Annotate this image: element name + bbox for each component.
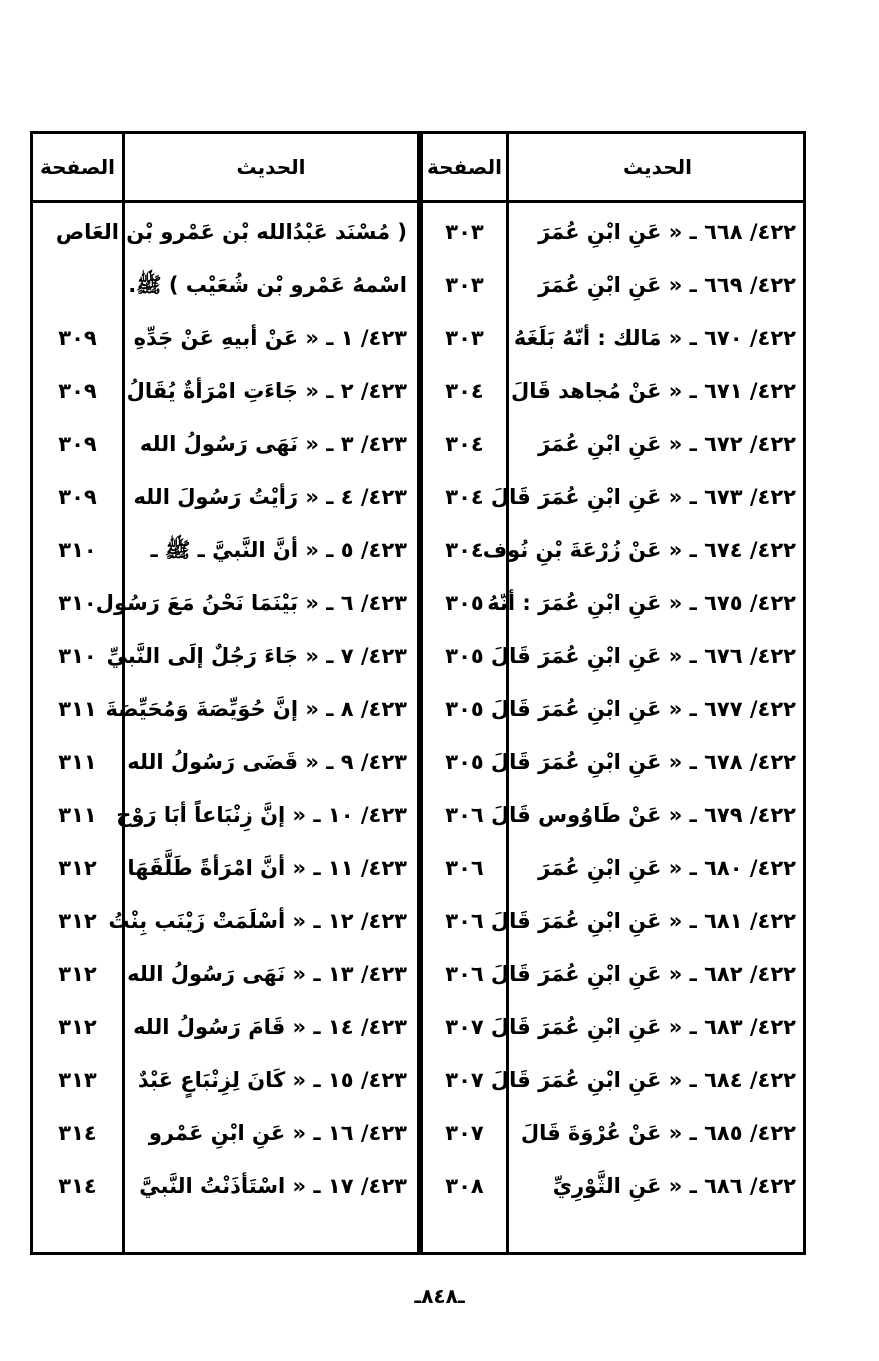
right-hadith-cell: ٤٢٢/ ٦٧٥ ـ « عَنِ ابْنِ عُمَرَ : أنّهُ — [487, 591, 796, 615]
right-page-cell: ٣٠٦ — [445, 962, 484, 986]
left-page-cell: ٣١٢ — [58, 856, 97, 880]
table-row — [33, 895, 803, 948]
right-hadith-cell: ٤٢٢/ ٦٧٦ ـ « عَنِ ابْنِ عُمَرَ قَالَ — [490, 644, 796, 668]
left-hadith-cell: ٤٢٣/ ١١ ـ « أنَّ امْرَأةً طَلَّقَهَا — [127, 856, 407, 880]
header-right-hadith: الحديث — [622, 155, 692, 179]
left-hadith-cell: ٤٢٣/ ١٤ ـ « قَامَ رَسُولُ الله — [133, 1015, 407, 1039]
right-page-cell: ٣٠٦ — [445, 803, 484, 827]
right-hadith-cell: ٤٢٢/ ٦٧١ ـ « عَنْ مُجاهد قَالَ — [510, 379, 796, 403]
table-row — [33, 683, 803, 736]
left-page-cell — [33, 206, 122, 259]
left-page-cell: ٣١٢ — [58, 909, 97, 933]
header-left-hadith: الحديث — [236, 155, 306, 179]
right-page-cell: ٣٠٣ — [445, 326, 484, 350]
left-hadith-cell: ٤٢٣/ ١٦ ـ « عَنِ ابْنِ عَمْرو — [148, 1121, 407, 1145]
right-page-cell: ٣٠٦ — [445, 856, 484, 880]
header-divider — [33, 200, 803, 203]
left-hadith-cell: ٤٢٣/ ٩ ـ « قَضَى رَسُولُ الله — [127, 750, 407, 774]
right-hadith-cell: ٤٢٢/ ٦٧٢ ـ « عَنِ ابْنِ عُمَرَ — [538, 432, 796, 456]
left-page-cell: ٣١١ — [58, 750, 97, 774]
right-hadith-cell: ٤٢٢/ ٦٧٧ ـ « عَنِ ابْنِ عُمَرَ قَالَ — [490, 697, 796, 721]
right-hadith-cell: ٤٢٢/ ٦٧٠ ـ « مَالك : أنّهُ بَلَغَهُ — [513, 326, 796, 350]
left-page-cell: ٣١١ — [58, 697, 97, 721]
right-page-cell: ٣٠٥ — [445, 697, 484, 721]
left-hadith-cell: ( مُسْنَد عَبْدُالله بْن عَمْرو بْن العَاص — [55, 220, 407, 244]
header-left-page: الصفحة — [39, 155, 115, 179]
left-hadith-cell: ٤٢٣/ ٤ ـ « رَأيْتُ رَسُولَ الله — [133, 485, 407, 509]
left-hadith-cell: ٤٢٣/ ٣ ـ « نَهَى رَسُولُ الله — [139, 432, 407, 456]
table-row — [33, 1160, 803, 1213]
right-page-cell: ٣٠٧ — [445, 1068, 484, 1092]
table-row — [33, 1107, 803, 1160]
right-page-cell: ٣٠٨ — [445, 1174, 484, 1198]
table-row — [33, 259, 803, 312]
left-hadith-cell: ٤٢٣/ ٢ ـ « جَاءَتِ امْرَأةٌ يُقَالُ — [126, 379, 407, 403]
right-page-cell: ٣٠٧ — [445, 1121, 484, 1145]
right-hadith-cell: ٤٢٢/ ٦٨٠ ـ « عَنِ ابْنِ عُمَرَ — [538, 856, 796, 880]
right-hadith-cell: ٤٢٢/ ٦٨١ ـ « عَنِ ابْنِ عُمَرَ قَالَ — [490, 909, 796, 933]
left-hadith-cell: ٤٢٣/ ٥ ـ « أنَّ النَّبيَّ ـ ﷺ ـ — [150, 538, 407, 562]
right-page-cell: ٣٠٥ — [445, 591, 484, 615]
table-row — [33, 418, 803, 471]
right-hadith-cell: ٤٢٢/ ٦٨٣ ـ « عَنِ ابْنِ عُمَرَ قَالَ — [490, 1015, 796, 1039]
right-page-cell: ٣٠٤ — [445, 485, 484, 509]
left-hadith-cell: ٤٢٣/ ١٢ ـ « أسْلَمَتْ زَيْنَب بِنْتُ — [108, 909, 407, 933]
left-page-cell: ٣١٠ — [58, 538, 97, 562]
left-page-cell: ٣١١ — [58, 803, 97, 827]
right-hadith-cell: ٤٢٢/ ٦٨٦ ـ « عَنِ الثَّوْرِيِّ — [552, 1174, 796, 1198]
right-page-cell: ٣٠٦ — [445, 909, 484, 933]
table-row — [33, 789, 803, 842]
left-hadith-cell: ٤٢٣/ ٧ ـ « جَاءَ رَجُلٌ إلَى النَّبيِّ — [106, 644, 407, 668]
left-hadith-cell: ٤٢٣/ ١٠ ـ « إنَّ زِنْبَاعاً أبَا رَوْح — [116, 803, 407, 827]
right-hadith-cell: ٤٢٢/ ٦٧٩ ـ « عَنْ طَاوُوس قَالَ — [490, 803, 796, 827]
right-hadith-cell: ٤٢٢/ ٦٧٣ ـ « عَنِ ابْنِ عُمَرَ قَالَ — [490, 485, 796, 509]
right-hadith-cell: ٤٢٢/ ٦٨٥ ـ « عَنْ عُرْوَةَ قَالَ — [520, 1121, 796, 1145]
table-row — [33, 365, 803, 418]
table-row — [33, 1054, 803, 1107]
right-hadith-cell: ٤٢٢/ ٦٧٨ ـ « عَنِ ابْنِ عُمَرَ قَالَ — [490, 750, 796, 774]
left-page-cell — [33, 259, 122, 312]
left-page-cell: ٣١٤ — [58, 1121, 97, 1145]
left-page-cell: ٣١٣ — [58, 1068, 97, 1092]
table-row — [33, 524, 803, 577]
left-hadith-cell: ٤٢٣/ ١٧ ـ « اسْتَأذَنْتُ النَّبيَّ — [139, 1174, 407, 1198]
right-hadith-cell: ٤٢٢/ ٦٨٢ ـ « عَنِ ابْنِ عُمَرَ قَالَ — [490, 962, 796, 986]
right-page-cell: ٣٠٣ — [445, 273, 484, 297]
table-row — [33, 736, 803, 789]
left-page-cell: ٣١٤ — [58, 1174, 97, 1198]
left-page-cell: ٣١٠ — [58, 644, 97, 668]
left-hadith-cell: ٤٢٣/ ٨ ـ « إنَّ حُوَيِّصَةَ وَمُحَيِّصَةَ — [105, 697, 407, 721]
right-page-cell: ٣٠٤ — [445, 432, 484, 456]
right-hadith-cell: ٤٢٢/ ٦٨٤ ـ « عَنِ ابْنِ عُمَرَ قَالَ — [490, 1068, 796, 1092]
left-page-cell: ٣٠٩ — [58, 432, 97, 456]
table-row — [33, 842, 803, 895]
index-table — [30, 131, 806, 1255]
table-row — [33, 312, 803, 365]
left-page-cell: ٣٠٩ — [58, 379, 97, 403]
left-hadith-cell: ٤٢٣/ ١ ـ « عَنْ أبيهِ عَنْ جَدِّهِ — [133, 326, 407, 350]
right-page-cell: ٣٠٤ — [445, 379, 484, 403]
table-row — [33, 630, 803, 683]
left-page-cell: ٣١٢ — [58, 1015, 97, 1039]
table-row — [33, 948, 803, 1001]
right-hadith-cell: ٤٢٢/ ٦٦٩ ـ « عَنِ ابْنِ عُمَرَ — [538, 273, 796, 297]
table-row — [33, 471, 803, 524]
table-row — [33, 1001, 803, 1054]
right-page-cell: ٣٠٤ — [445, 538, 484, 562]
left-hadith-cell: ٤٢٣/ ١٥ ـ « كَانَ لِزِنْبَاعٍ عَبْدٌ — [137, 1068, 407, 1092]
right-hadith-cell: ٤٢٢/ ٦٦٨ ـ « عَنِ ابْنِ عُمَرَ — [538, 220, 796, 244]
left-hadith-cell: ٤٢٣/ ١٣ ـ « نَهَى رَسُولُ الله — [127, 962, 407, 986]
left-page-cell: ٣١٢ — [58, 962, 97, 986]
left-hadith-cell: ٤٢٣/ ٦ ـ « بَيْنَمَا نَحْنُ مَعَ رَسُول — [95, 591, 407, 615]
page-number: ـ٨٤٨ـ — [414, 1284, 465, 1308]
table-row — [33, 206, 803, 259]
right-page-cell: ٣٠٥ — [445, 750, 484, 774]
right-page-cell: ٣٠٣ — [445, 220, 484, 244]
right-page-cell: ٣٠٧ — [445, 1015, 484, 1039]
left-page-cell: ٣٠٩ — [58, 326, 97, 350]
left-hadith-cell: اسْمهُ عَمْرو بْن شُعَيْب ) ﷺ. — [128, 273, 407, 297]
right-hadith-cell: ٤٢٢/ ٦٧٤ ـ « عَنْ زُرْعَةَ بْنِ نُوف — [482, 538, 796, 562]
left-page-cell: ٣١٠ — [58, 591, 97, 615]
left-page-cell: ٣٠٩ — [58, 485, 97, 509]
table-row — [33, 577, 803, 630]
header-right-page: الصفحة — [426, 155, 502, 179]
right-page-cell: ٣٠٥ — [445, 644, 484, 668]
